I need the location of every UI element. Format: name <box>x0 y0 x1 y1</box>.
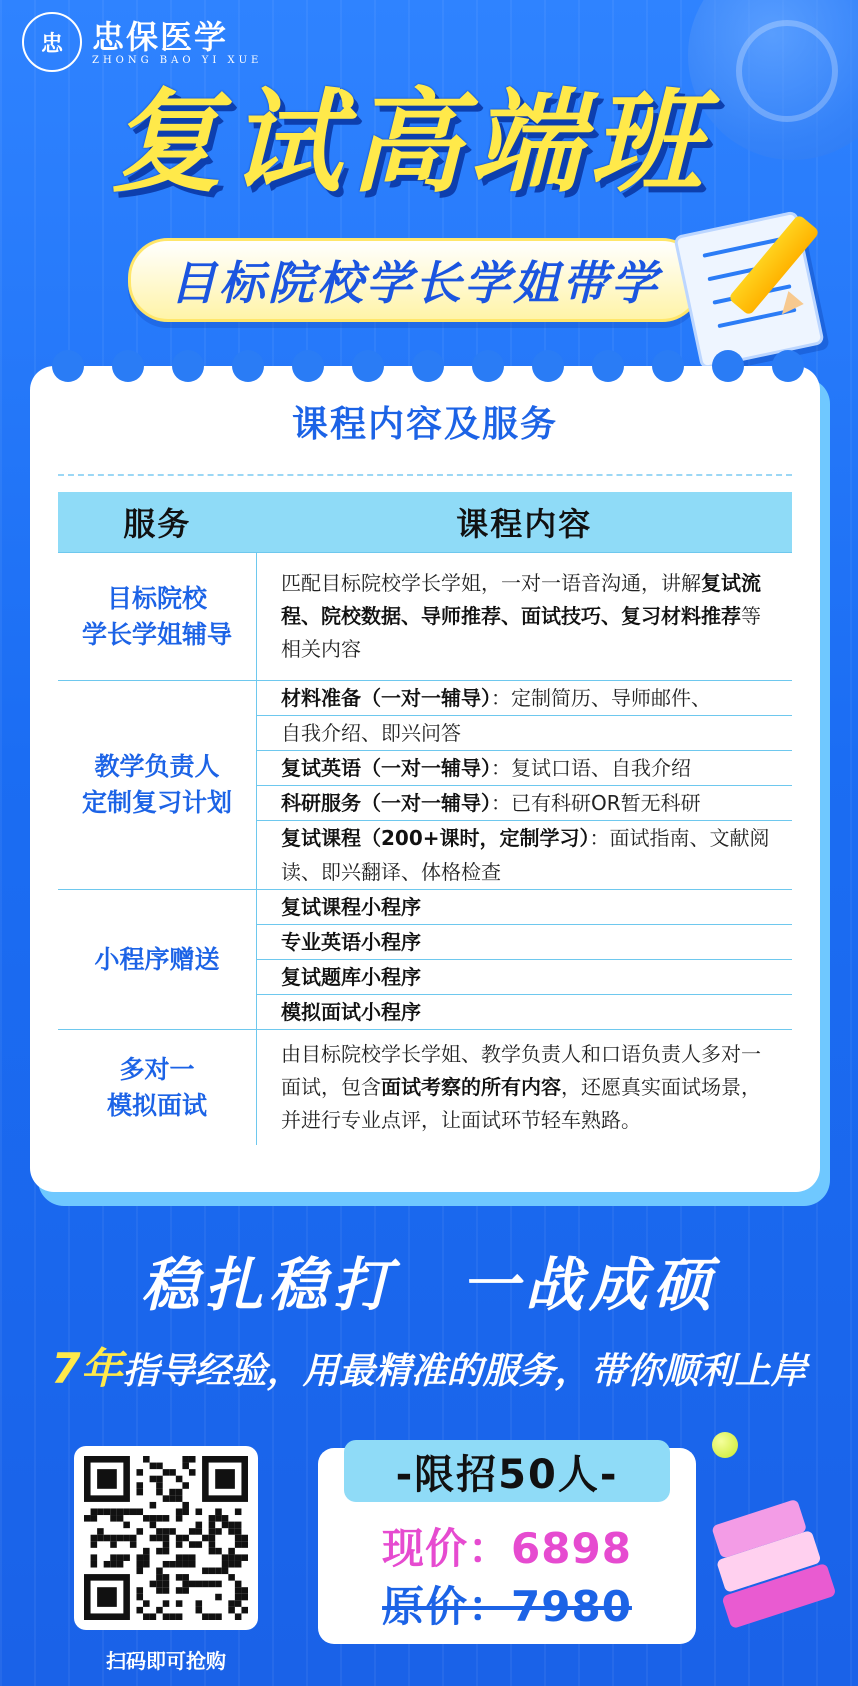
card-scallop <box>652 350 684 382</box>
list-item: 模拟面试小程序 <box>281 1000 421 1024</box>
card-scallop <box>352 350 384 382</box>
service-cell: 小程序赠送 <box>58 890 257 1030</box>
table-row <box>58 553 792 681</box>
service-table <box>58 492 792 1145</box>
original-price: 原价：7980 <box>382 1582 632 1631</box>
list-item: 专业英语小程序 <box>257 925 792 960</box>
brand-name-en: ZHONG BAO YI XUE <box>92 54 263 66</box>
dashed-divider <box>58 474 792 476</box>
header-content: 课程内容 <box>257 492 793 553</box>
subtitle: 目标院校学长学姐带学 <box>170 256 660 310</box>
brand-logo <box>22 12 262 72</box>
brand-name-cn: 忠保医学 <box>92 17 229 56</box>
card-scallop <box>52 350 84 382</box>
qr-caption: 扫码即可抢购 <box>106 1649 226 1673</box>
header-service: 服务 <box>58 492 257 553</box>
card-title: 课程内容及服务 <box>291 404 558 445</box>
list-item: 材料准备（一对一辅导）：定制简历、导师邮件、 <box>257 681 792 716</box>
content-cell <box>257 681 793 890</box>
card-scallop <box>772 350 804 382</box>
list-item: 复试英语（一对一辅导）：复试口语、自我介绍 <box>257 751 792 786</box>
card-scallop <box>712 350 744 382</box>
years-highlight: 7年 <box>51 1344 123 1393</box>
table-row <box>58 890 792 1030</box>
table-row <box>58 1030 792 1146</box>
list-item: 复试课程小程序 <box>257 890 792 925</box>
subtitle-ribbon <box>128 238 702 322</box>
logo-emblem-icon: 忠 <box>22 12 82 72</box>
card-scallop <box>592 350 624 382</box>
current-price: 现价：6898 <box>382 1524 632 1573</box>
content-cell: 匹配目标院校学长学姐，一对一语音沟通，讲解复试流程、院校数据、导师推荐、面试技巧、复习材料推荐等相关内容 <box>257 553 793 681</box>
limit-badge: -限招50人- <box>344 1440 670 1502</box>
qr-code-icon <box>84 1456 248 1620</box>
card-scallop <box>232 350 264 382</box>
headline: 复试高端班 <box>110 78 710 208</box>
card-scallop <box>112 350 144 382</box>
ball-decoration <box>712 1432 738 1458</box>
service-cell: 目标院校 学长学姐辅导 <box>58 553 257 681</box>
qr-code[interactable] <box>74 1446 258 1630</box>
card-scallop <box>292 350 324 382</box>
card-scallop <box>532 350 564 382</box>
list-item: 科研服务（一对一辅导）：已有科研OR暂无科研 <box>257 786 792 821</box>
card-scallop <box>472 350 504 382</box>
list-item: 复试课程（200+课时，定制学习）：面试指南、文献阅读、即兴翻译、体格检查 <box>281 826 770 884</box>
sub-slogan: 7年指导经验，用最精准的服务，带你顺利上岸 <box>51 1344 807 1393</box>
table-row <box>58 681 792 890</box>
service-cell: 多对一 模拟面试 <box>58 1030 257 1146</box>
slogan: 稳扎稳打 一战成硕 <box>140 1251 717 1319</box>
list-item: 复试题库小程序 <box>257 960 792 995</box>
books-icon <box>700 1493 858 1673</box>
content-cell: 由目标院校学长学姐、教学负责人和口语负责人多对一面试，包含面试考察的所有内容，还愿真实面试场景，并进行专业点评，让面试环节轻车熟路。 <box>257 1030 793 1146</box>
list-item: 自我介绍、即兴问答 <box>257 716 792 751</box>
course-card <box>30 366 820 1192</box>
service-cell: 教学负责人 定制复习计划 <box>58 681 257 890</box>
card-scallop <box>412 350 444 382</box>
content-cell <box>257 890 793 1030</box>
card-scallop <box>172 350 204 382</box>
